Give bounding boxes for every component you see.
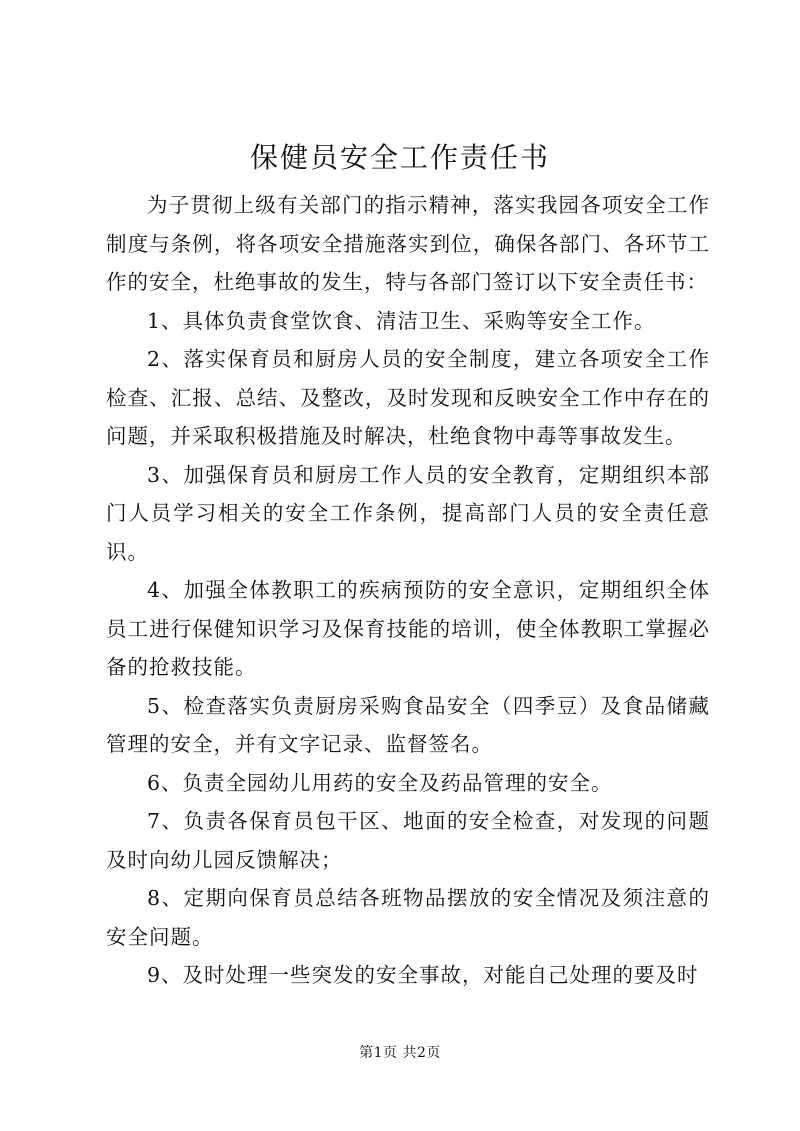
- clause-paragraph: 2、落实保育员和厨房人员的安全制度，建立各项安全工作检查、汇报、总结、及整改，及时发现和反映安全工作中存在的问题，并采取积极措施及时解决，杜绝食物中毒等事故发生。: [106, 347, 710, 448]
- page-title: 保健员安全工作责任书: [249, 141, 550, 174]
- document-body: [106, 186, 710, 995]
- clause-paragraph: 4、加强全体教职工的疾病预防的安全意识，定期组织全体员工进行保健知识学习及保育技能的培训，使全体教职工掌握必备的抢救技能。: [106, 578, 710, 679]
- clause-paragraph: 6、负责全园幼儿用药的安全及药品管理的安全。: [147, 770, 613, 795]
- clause-paragraph: 3、加强保育员和厨房工作人员的安全教育，定期组织本部门人员学习相关的安全工作条例，提高部门人员的安全责任意识。: [106, 462, 710, 564]
- clause-paragraph: 7、负责各保育员包干区、地面的安全检查，对发现的问题及时向幼儿园反馈解决；: [106, 809, 710, 872]
- clause-paragraph: 5、检查落实负责厨房采购食品安全（四季豆）及食品储藏管理的安全，并有文字记录、监督签名。: [106, 693, 710, 756]
- intro-paragraph: 为子贯彻上级有关部门的指示精神，落实我园各项安全工作制度与条例，将各项安全措施落实到位，确保各部门、各环节工作的安全，杜绝事故的发生，特与各部门签订以下安全责任书：: [106, 193, 710, 294]
- clause-paragraph: 1、具体负责食堂饮食、清洁卫生、采购等安全工作。: [147, 308, 656, 333]
- clause-paragraph: 8、定期向保育员总结各班物品摆放的安全情况及须注意的安全问题。: [106, 886, 710, 949]
- page-number-footer: 第1页 共2页: [359, 1045, 441, 1061]
- clause-paragraph: 9、及时处理一些突发的安全事故，对能自己处理的要及时: [147, 963, 699, 987]
